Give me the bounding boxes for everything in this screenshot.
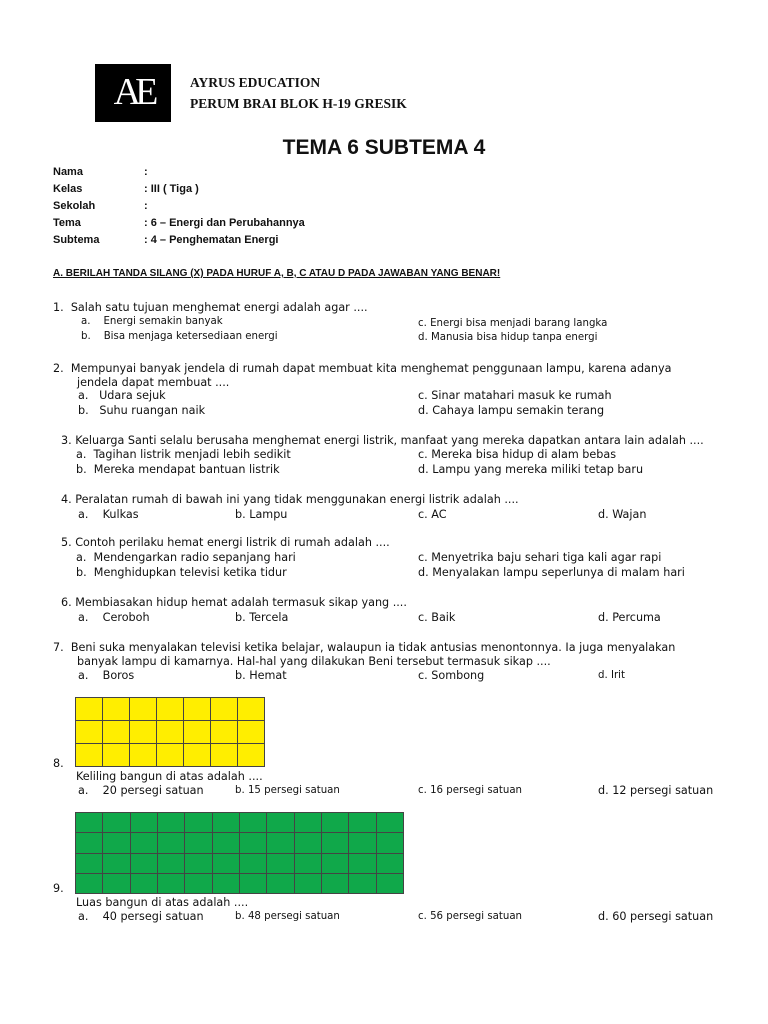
grid-cell	[158, 854, 185, 874]
grid-cell	[158, 833, 185, 853]
q9-option-b: b. 48 persegi satuan	[235, 911, 340, 922]
q9-number: 9.	[53, 882, 64, 895]
grid-cell	[238, 698, 265, 721]
grid-cell	[76, 833, 103, 853]
grid-cell	[157, 744, 184, 767]
grid-cell	[103, 854, 130, 874]
question-9: Luas bangun di atas adalah ....	[76, 896, 249, 909]
grid-cell	[213, 833, 240, 853]
grid-cell	[76, 721, 103, 744]
grid-cell	[295, 874, 322, 894]
question-5: 5. Contoh perilaku hemat energi listrik di rumah adalah ....	[61, 536, 390, 549]
grid-cell	[377, 874, 404, 894]
grid-cell	[213, 874, 240, 894]
q6-option-a: a. Ceroboh	[78, 611, 150, 624]
q4-option-a: a. Kulkas	[78, 508, 139, 521]
q4-option-b: b. Lampu	[235, 508, 288, 521]
grid-cell	[211, 721, 238, 744]
question-2-line2: jendela dapat membuat ....	[77, 376, 230, 389]
grid-cell	[211, 744, 238, 767]
grid-cell	[103, 698, 130, 721]
grid-cell	[184, 744, 211, 767]
grid-cell	[130, 744, 157, 767]
q1-option-c: c. Energi bisa menjadi barang langka	[418, 318, 608, 329]
grid-cell	[185, 854, 212, 874]
logo-text: AE	[113, 71, 153, 113]
grid-cell	[349, 833, 376, 853]
grid-cell	[211, 698, 238, 721]
q7-option-a: a. Boros	[78, 669, 135, 682]
grid-cell	[349, 854, 376, 874]
grid-cell	[322, 854, 349, 874]
q3-option-b: b. Mereka mendapat bantuan listrik	[76, 463, 280, 476]
grid-cell	[131, 854, 158, 874]
q8-option-c: c. 16 persegi satuan	[418, 785, 523, 796]
q2-option-a: a. Udara sejuk	[78, 389, 166, 402]
grid-cell	[267, 833, 294, 853]
grid-cell	[103, 874, 130, 894]
q7-option-b: b. Hemat	[235, 669, 287, 682]
grid-cell	[103, 721, 130, 744]
grid-cell	[131, 813, 158, 833]
grid-cell	[322, 813, 349, 833]
q1-option-a: a. Energi semakin banyak	[81, 316, 223, 327]
grid-cell	[184, 721, 211, 744]
q6-option-c: c. Baik	[418, 611, 456, 624]
q9-option-d: d. 60 persegi satuan	[598, 910, 714, 923]
q9-option-a: a. 40 persegi satuan	[78, 910, 204, 923]
grid-cell	[322, 833, 349, 853]
grid-cell	[185, 813, 212, 833]
question-3: 3. Keluarga Santi selalu berusaha menghemat energi listrik, manfaat yang mereka dapatkan antara lain adalah ....	[61, 434, 704, 447]
grid-cell	[103, 833, 130, 853]
grid-cell	[103, 813, 130, 833]
q2-option-c: c. Sinar matahari masuk ke rumah	[418, 389, 612, 402]
grid-cell	[157, 698, 184, 721]
q9-option-c: c. 56 persegi satuan	[418, 911, 523, 922]
grid-cell	[295, 854, 322, 874]
grid-cell	[213, 854, 240, 874]
grid-cell	[213, 813, 240, 833]
grid-cell	[184, 698, 211, 721]
grid-cell	[158, 813, 185, 833]
q3-option-a: a. Tagihan listrik menjadi lebih sedikit	[76, 448, 291, 461]
grid-cell	[158, 874, 185, 894]
q5-option-b: b. Menghidupkan televisi ketika tidur	[76, 566, 287, 579]
q8-option-b: b. 15 persegi satuan	[235, 785, 340, 796]
grid-cell	[295, 813, 322, 833]
q8-yellow-grid-figure	[75, 697, 265, 767]
q7-option-c: c. Sombong	[418, 669, 485, 682]
q8-option-d: d. 12 persegi satuan	[598, 784, 714, 797]
q1-option-b: b. Bisa menjaga ketersediaan energi	[81, 331, 278, 342]
grid-cell	[185, 874, 212, 894]
grid-cell	[76, 854, 103, 874]
q6-option-d: d. Percuma	[598, 611, 661, 624]
section-a-instruction: A. BERILAH TANDA SILANG (X) PADA HURUF A, B, C ATAU D PADA JAWABAN YANG BENAR!	[53, 268, 501, 279]
grid-cell	[267, 813, 294, 833]
grid-cell	[267, 874, 294, 894]
grid-cell	[76, 744, 103, 767]
q4-option-c: c. AC	[418, 508, 447, 521]
grid-cell	[295, 833, 322, 853]
page-title: TEMA 6 SUBTEMA 4	[282, 136, 486, 159]
grid-cell	[131, 874, 158, 894]
grid-cell	[185, 833, 212, 853]
question-7: 7. Beni suka menyalakan televisi ketika belajar, walaupun ia tidak antusias menontonnya. Ia juga menyalakan	[53, 641, 676, 654]
q9-green-grid-figure	[75, 812, 404, 894]
grid-cell	[103, 744, 130, 767]
q8-option-a: a. 20 persegi satuan	[78, 784, 204, 797]
grid-cell	[349, 874, 376, 894]
q2-option-d: d. Cahaya lampu semakin terang	[418, 404, 605, 417]
grid-cell	[377, 854, 404, 874]
grid-cell	[238, 744, 265, 767]
q6-option-b: b. Tercela	[235, 611, 289, 624]
grid-cell	[322, 874, 349, 894]
grid-cell	[377, 813, 404, 833]
school-address: PERUM BRAI BLOK H-19 GRESIK	[190, 96, 407, 111]
question-8: Keliling bangun di atas adalah ....	[76, 770, 263, 783]
q5-option-a: a. Mendengarkan radio sepanjang hari	[76, 551, 296, 564]
question-6: 6. Membiasakan hidup hemat adalah termasuk sikap yang ....	[61, 596, 407, 609]
q5-option-d: d. Menyalakan lampu seperlunya di malam hari	[418, 566, 685, 579]
grid-cell	[130, 721, 157, 744]
school-name: AYRUS EDUCATION	[190, 75, 321, 90]
logo	[95, 64, 171, 122]
grid-cell	[157, 721, 184, 744]
grid-cell	[240, 854, 267, 874]
grid-cell	[240, 813, 267, 833]
grid-cell	[76, 813, 103, 833]
q8-number: 8.	[53, 757, 64, 770]
grid-cell	[130, 698, 157, 721]
grid-cell	[240, 874, 267, 894]
q7-option-d: d. Irit	[598, 670, 625, 681]
grid-cell	[377, 833, 404, 853]
grid-cell	[238, 721, 265, 744]
q2-option-b: b. Suhu ruangan naik	[78, 404, 206, 417]
grid-cell	[76, 874, 103, 894]
question-2: 2. Mempunyai banyak jendela di rumah dapat membuat kita menghemat penggunaan lampu, karena adanya	[53, 362, 672, 375]
question-7-line2: banyak lampu di kamarnya. Hal-hal yang dilakukan Beni tersebut termasuk sikap ....	[77, 655, 551, 668]
grid-cell	[131, 833, 158, 853]
q3-option-d: d. Lampu yang mereka miliki tetap baru	[418, 463, 644, 476]
q1-option-d: d. Manusia bisa hidup tanpa energi	[418, 332, 598, 343]
question-1: 1. Salah satu tujuan menghemat energi adalah agar ....	[53, 301, 368, 314]
grid-cell	[240, 833, 267, 853]
q3-option-c: c. Mereka bisa hidup di alam bebas	[418, 448, 617, 461]
grid-cell	[349, 813, 376, 833]
grid-cell	[267, 854, 294, 874]
question-4: 4. Peralatan rumah di bawah ini yang tidak menggunakan energi listrik adalah ....	[61, 493, 519, 506]
q5-option-c: c. Menyetrika baju sehari tiga kali agar rapi	[418, 551, 662, 564]
grid-cell	[76, 698, 103, 721]
q4-option-d: d. Wajan	[598, 508, 647, 521]
